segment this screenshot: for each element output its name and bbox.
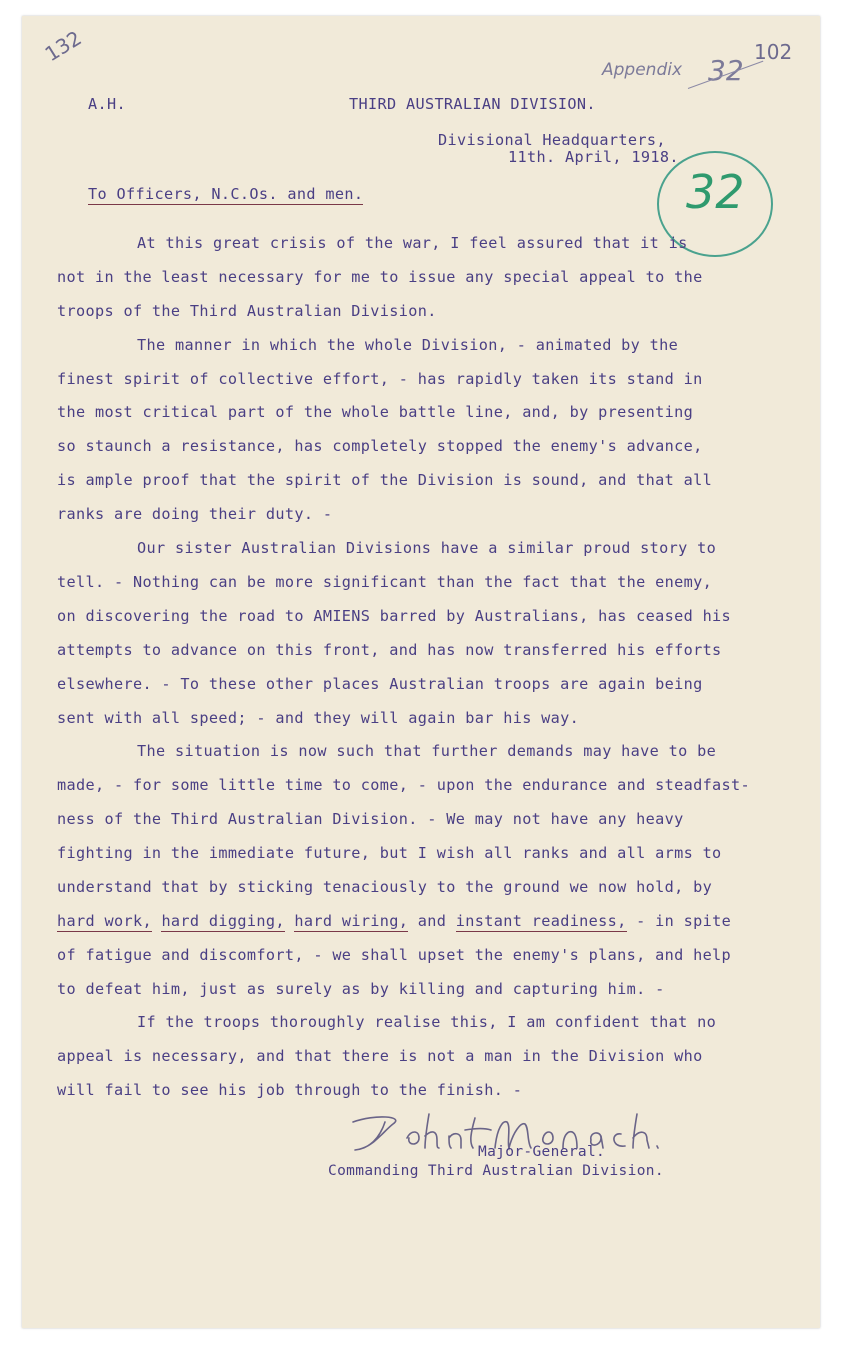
paragraph-3-line: elsewhere. - To these other places Australian troops are again being bbox=[57, 675, 703, 693]
paragraph-3-line: tell. - Nothing can be more significant than the fact that the enemy, bbox=[57, 573, 713, 591]
emphasis-connector: and bbox=[408, 912, 456, 930]
paragraph-3-line: Our sister Australian Divisions have a similar proud story to bbox=[137, 539, 717, 557]
reference-code: A.H. bbox=[88, 95, 126, 113]
emphasis-hard-wiring: hard wiring, bbox=[294, 912, 409, 930]
paragraph-4-line: made, - for some little time to come, - upon the endurance and steadfast- bbox=[57, 776, 751, 794]
paragraph-3-line: attempts to advance on this front, and has now transferred his efforts bbox=[57, 641, 722, 659]
paragraph-4-line: fighting in the immediate future, but I wish all ranks and all arms to bbox=[57, 844, 722, 862]
circled-number: 32 bbox=[686, 165, 745, 219]
paragraph-2-line: ranks are doing their duty. - bbox=[57, 505, 333, 523]
paragraph-1-line: not in the least necessary for me to issue any special appeal to the bbox=[57, 268, 703, 286]
division-title: THIRD AUSTRALIAN DIVISION. bbox=[349, 95, 596, 113]
paragraph-2-line: is ample proof that the spirit of the Division is sound, and that all bbox=[57, 471, 713, 489]
paragraph-4-line: ness of the Third Australian Division. - We may not have any heavy bbox=[57, 810, 684, 828]
signatory-rank: Major-General. bbox=[478, 1144, 606, 1160]
letter-date: 11th. April, 1918. bbox=[508, 148, 679, 166]
headquarters-location: Divisional Headquarters, bbox=[438, 131, 666, 149]
salutation-text: To Officers, N.C.Os. and men. bbox=[88, 185, 364, 203]
appendix-number: 32 bbox=[708, 54, 744, 87]
paragraph-3-line: on discovering the road to AMIENS barred by Australians, has ceased his bbox=[57, 607, 732, 625]
paragraph-2-line: the most critical part of the whole battle line, and, by presenting bbox=[57, 403, 694, 421]
paragraph-4-line: to defeat him, just as surely as by killing and capturing him. - bbox=[57, 980, 665, 998]
paragraph-4-line: of fatigue and discomfort, - we shall upset the enemy's plans, and help bbox=[57, 946, 732, 964]
folio-number-top-left: 132 bbox=[40, 25, 86, 67]
emphasis-hard-digging: hard digging, bbox=[161, 912, 285, 930]
appendix-label: Appendix bbox=[602, 60, 683, 80]
signatory-title: Commanding Third Australian Division. bbox=[328, 1163, 664, 1179]
paragraph-2-line: The manner in which the whole Division, - animated by the bbox=[137, 336, 679, 354]
paragraph-1-line: troops of the Third Australian Division. bbox=[57, 302, 437, 320]
paragraph-5-line: If the troops thoroughly realise this, I am confident that no bbox=[137, 1013, 717, 1031]
paragraph-2-line: finest spirit of collective effort, - has rapidly taken its stand in bbox=[57, 370, 703, 388]
paragraph-4-line: The situation is now such that further demands may have to be bbox=[137, 742, 717, 760]
folio-number-top-right: 102 bbox=[754, 40, 793, 64]
paragraph-5-line: appeal is necessary, and that there is not a man in the Division who bbox=[57, 1047, 703, 1065]
emphasis-instant-readiness: instant readiness, bbox=[455, 912, 627, 930]
paragraph-4-emphasis-line bbox=[57, 912, 731, 930]
emphasis-hard-work: hard work, bbox=[57, 912, 152, 930]
salutation bbox=[88, 185, 363, 203]
paragraph-4-line: understand that by sticking tenaciously to the ground we now hold, by bbox=[57, 878, 713, 896]
paragraph-1-line: At this great crisis of the war, I feel assured that it is bbox=[137, 234, 688, 252]
paragraph-2-line: so staunch a resistance, has completely stopped the enemy's advance, bbox=[57, 437, 703, 455]
paragraph-5-line: will fail to see his job through to the finish. - bbox=[57, 1081, 523, 1099]
emphasis-tail: - in spite bbox=[626, 912, 732, 930]
paragraph-3-line: sent with all speed; - and they will again bar his way. bbox=[57, 709, 580, 727]
